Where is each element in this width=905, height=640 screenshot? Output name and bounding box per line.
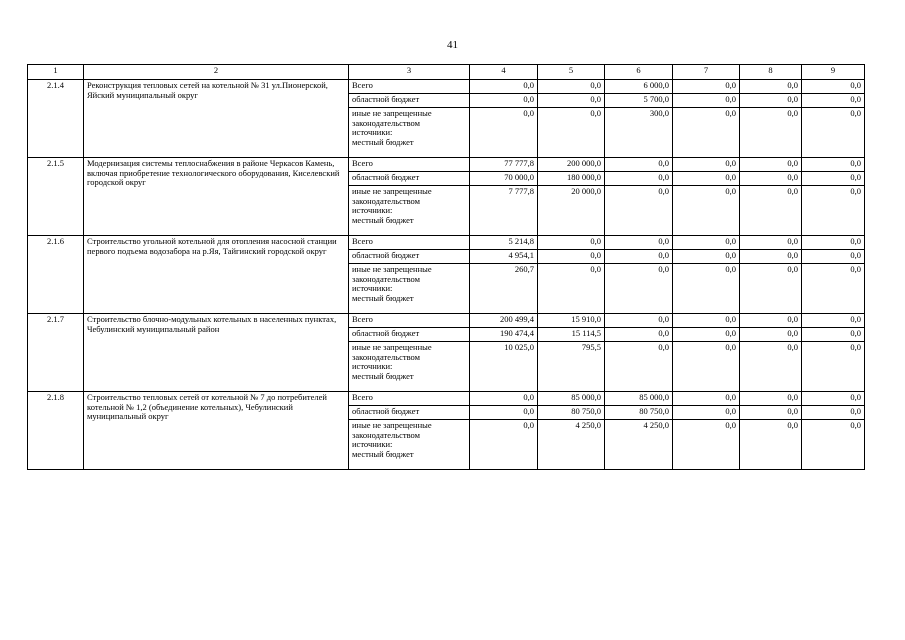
- source-other-label: [349, 264, 470, 314]
- column-header: 7: [673, 65, 740, 80]
- value-cell: 0,0: [740, 250, 802, 264]
- column-header: 8: [740, 65, 802, 80]
- value-cell: 0,0: [673, 420, 740, 470]
- value-cell: 0,0: [538, 236, 605, 250]
- value-cell: 260,7: [470, 264, 538, 314]
- value-cell: 0,0: [740, 186, 802, 236]
- source-other-line: законодательством: [352, 195, 421, 206]
- value-cell: 4 250,0: [605, 420, 673, 470]
- value-cell: 0,0: [740, 328, 802, 342]
- value-cell: 0,0: [740, 94, 802, 108]
- value-cell: 0,0: [605, 172, 673, 186]
- value-cell: 0,0: [802, 172, 865, 186]
- value-cell: 0,0: [605, 236, 673, 250]
- value-cell: 0,0: [740, 406, 802, 420]
- column-header: 6: [605, 65, 673, 80]
- value-cell: 0,0: [740, 420, 802, 470]
- value-cell: 0,0: [470, 108, 538, 158]
- source-total-label: Всего: [349, 158, 470, 172]
- value-cell: 0,0: [802, 250, 865, 264]
- value-cell: 0,0: [673, 108, 740, 158]
- source-other-line: иные не запрещенные: [352, 108, 432, 118]
- source-other-label: [349, 342, 470, 392]
- value-cell: 0,0: [538, 108, 605, 158]
- value-cell: 0,0: [673, 158, 740, 172]
- source-other-line: источники:: [352, 361, 393, 371]
- source-total-label: Всего: [349, 314, 470, 328]
- source-other-label: [349, 186, 470, 236]
- value-cell: 0,0: [538, 264, 605, 314]
- source-other-line: источники:: [352, 439, 393, 449]
- value-cell: 0,0: [605, 314, 673, 328]
- value-cell: 0,0: [740, 80, 802, 94]
- value-cell: 0,0: [802, 314, 865, 328]
- value-cell: 0,0: [538, 80, 605, 94]
- value-cell: 0,0: [673, 328, 740, 342]
- value-cell: 0,0: [740, 236, 802, 250]
- value-cell: 4 954,1: [470, 250, 538, 264]
- value-cell: 0,0: [740, 108, 802, 158]
- source-other-line: местный бюджет: [352, 136, 414, 147]
- value-cell: 80 750,0: [605, 406, 673, 420]
- value-cell: 0,0: [740, 314, 802, 328]
- value-cell: 0,0: [538, 94, 605, 108]
- value-cell: 0,0: [605, 342, 673, 392]
- budget-table: [27, 64, 865, 470]
- value-cell: 6 000,0: [605, 80, 673, 94]
- table-row-total: [28, 392, 865, 406]
- source-other-line: законодательством: [352, 351, 421, 362]
- source-region-label: областной бюджет: [349, 172, 470, 186]
- value-cell: 180 000,0: [538, 172, 605, 186]
- item-code: 2.1.6: [28, 236, 84, 314]
- value-cell: 0,0: [605, 158, 673, 172]
- value-cell: 0,0: [673, 406, 740, 420]
- source-other-line: законодательством: [352, 117, 421, 128]
- item-code: 2.1.4: [28, 80, 84, 158]
- source-total-label: Всего: [349, 392, 470, 406]
- source-region-label: областной бюджет: [349, 328, 470, 342]
- value-cell: 0,0: [673, 80, 740, 94]
- value-cell: 0,0: [802, 406, 865, 420]
- item-name: Строительство блочно-модульных котельных в населенных пунктах, Чебулинский муниципальный район: [84, 314, 349, 392]
- source-other-line: источники:: [352, 205, 393, 215]
- table-row-total: [28, 158, 865, 172]
- value-cell: 0,0: [802, 158, 865, 172]
- value-cell: 0,0: [802, 94, 865, 108]
- value-cell: 85 000,0: [538, 392, 605, 406]
- value-cell: 0,0: [802, 342, 865, 392]
- source-other-line: законодательством: [352, 429, 421, 440]
- value-cell: 0,0: [802, 420, 865, 470]
- value-cell: 190 474,4: [470, 328, 538, 342]
- source-other-line: иные не запрещенные: [352, 342, 432, 352]
- item-name: Реконструкция тепловых сетей на котельной № 31 ул.Пионерской, Яйский муниципальный округ: [84, 80, 349, 158]
- value-cell: 0,0: [538, 250, 605, 264]
- table-row-total: [28, 80, 865, 94]
- value-cell: 15 114,5: [538, 328, 605, 342]
- value-cell: 5 214,8: [470, 236, 538, 250]
- item-code: 2.1.7: [28, 314, 84, 392]
- value-cell: 0,0: [802, 108, 865, 158]
- source-other-line: источники:: [352, 127, 393, 137]
- source-other-line: источники:: [352, 283, 393, 293]
- value-cell: 0,0: [673, 250, 740, 264]
- value-cell: 0,0: [605, 264, 673, 314]
- value-cell: 0,0: [673, 186, 740, 236]
- value-cell: 0,0: [470, 94, 538, 108]
- source-other-line: законодательством: [352, 273, 421, 284]
- table-row-total: [28, 236, 865, 250]
- value-cell: 0,0: [605, 186, 673, 236]
- value-cell: 200 000,0: [538, 158, 605, 172]
- column-header: 5: [538, 65, 605, 80]
- value-cell: 0,0: [673, 342, 740, 392]
- column-header: 2: [84, 65, 349, 80]
- source-other-label: [349, 108, 470, 158]
- item-name: Строительство тепловых сетей от котельной № 7 до потребителей котельной № 1,2 (объединение котельных), Чебулинский муниципальный округ: [84, 392, 349, 470]
- value-cell: 0,0: [605, 250, 673, 264]
- value-cell: 0,0: [740, 264, 802, 314]
- value-cell: 77 777,8: [470, 158, 538, 172]
- value-cell: 0,0: [740, 172, 802, 186]
- value-cell: 0,0: [470, 406, 538, 420]
- item-name: Модернизация системы теплоснабжения в районе Черкасов Камень, включая приобретение технологического оборудования, Киселевский городской округ: [84, 158, 349, 236]
- header-row: [28, 65, 865, 80]
- value-cell: 15 910,0: [538, 314, 605, 328]
- source-other-label: [349, 420, 470, 470]
- source-other-line: местный бюджет: [352, 370, 414, 381]
- value-cell: 0,0: [673, 236, 740, 250]
- column-header: 3: [349, 65, 470, 80]
- value-cell: 795,5: [538, 342, 605, 392]
- value-cell: 70 000,0: [470, 172, 538, 186]
- value-cell: 0,0: [740, 392, 802, 406]
- value-cell: 7 777,8: [470, 186, 538, 236]
- source-region-label: областной бюджет: [349, 250, 470, 264]
- page-number: 41: [447, 39, 458, 51]
- source-total-label: Всего: [349, 236, 470, 250]
- value-cell: 0,0: [673, 94, 740, 108]
- table-row-total: [28, 314, 865, 328]
- source-other-line: местный бюджет: [352, 214, 414, 225]
- value-cell: 0,0: [605, 328, 673, 342]
- column-header: 4: [470, 65, 538, 80]
- value-cell: 0,0: [673, 392, 740, 406]
- value-cell: 0,0: [740, 158, 802, 172]
- value-cell: 0,0: [470, 420, 538, 470]
- value-cell: 10 025,0: [470, 342, 538, 392]
- value-cell: 0,0: [470, 80, 538, 94]
- value-cell: 20 000,0: [538, 186, 605, 236]
- source-other-line: иные не запрещенные: [352, 420, 432, 430]
- value-cell: 0,0: [470, 392, 538, 406]
- column-header: 9: [802, 65, 865, 80]
- item-name: Строительство угольной котельной для отопления насосной станции первого подъема водозабора на р.Яя, Тайгинский городской округ: [84, 236, 349, 314]
- value-cell: 0,0: [802, 328, 865, 342]
- value-cell: 4 250,0: [538, 420, 605, 470]
- value-cell: 300,0: [605, 108, 673, 158]
- value-cell: 0,0: [802, 80, 865, 94]
- value-cell: 0,0: [802, 186, 865, 236]
- value-cell: 0,0: [673, 314, 740, 328]
- value-cell: 0,0: [740, 342, 802, 392]
- value-cell: 0,0: [802, 236, 865, 250]
- source-other-line: местный бюджет: [352, 292, 414, 303]
- source-region-label: областной бюджет: [349, 406, 470, 420]
- item-code: 2.1.8: [28, 392, 84, 470]
- value-cell: 200 499,4: [470, 314, 538, 328]
- value-cell: 0,0: [673, 172, 740, 186]
- value-cell: 0,0: [802, 264, 865, 314]
- value-cell: 0,0: [802, 392, 865, 406]
- value-cell: 5 700,0: [605, 94, 673, 108]
- source-other-line: местный бюджет: [352, 448, 414, 459]
- source-region-label: областной бюджет: [349, 94, 470, 108]
- source-other-line: иные не запрещенные: [352, 186, 432, 196]
- value-cell: 80 750,0: [538, 406, 605, 420]
- source-total-label: Всего: [349, 80, 470, 94]
- item-code: 2.1.5: [28, 158, 84, 236]
- source-other-line: иные не запрещенные: [352, 264, 432, 274]
- value-cell: 85 000,0: [605, 392, 673, 406]
- column-header: 1: [28, 65, 84, 80]
- value-cell: 0,0: [673, 264, 740, 314]
